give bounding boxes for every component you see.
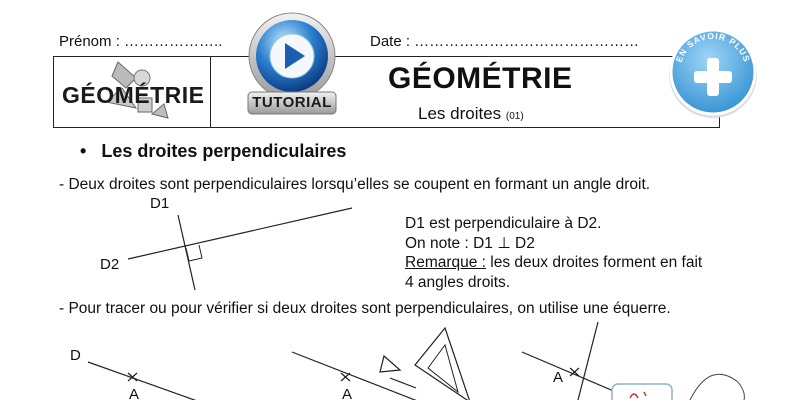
definition-text: - Deux droites sont perpendiculaires lorsqu’elles se coupent en formant un angle droit. — [59, 176, 651, 193]
badge-text: EN SAVOIR PLUS — [673, 30, 753, 64]
label-a-step2: A — [342, 386, 353, 403]
tutorial-label: TUTORIAL — [252, 94, 332, 111]
arrow-icon — [380, 356, 400, 372]
line-d-step1 — [88, 362, 200, 400]
note-line-2: On note : D1 ⊥ D2 — [405, 234, 535, 252]
remark-line-2: 4 angles droits. — [405, 273, 511, 291]
remark-text: les deux droites forment en fait — [485, 254, 703, 271]
label-d2: D2 — [100, 256, 120, 273]
page-title: GÉOMÉTRIE — [388, 62, 573, 95]
label-a-step1: A — [129, 386, 140, 403]
subtitle-number: (01) — [505, 111, 524, 122]
line-d-step2 — [292, 352, 420, 400]
logo-text: GÉOMÉTRIE — [62, 82, 205, 108]
section-title-text: Les droites perpendiculaires — [101, 141, 347, 161]
label-d: D — [70, 347, 81, 364]
label-a-step3: A — [553, 369, 564, 386]
subtitle-text: Les droites — [418, 104, 502, 123]
bullet: • — [80, 141, 87, 161]
firstname-label: Prénom : ……………….. — [59, 33, 223, 50]
remark-label: Remarque : — [405, 254, 486, 271]
instruction-text: - Pour tracer ou pour vérifier si deux droites sont perpendiculaires, on utilise une équerre. — [59, 300, 671, 317]
note-line-1: D1 est perpendiculaire à D2. — [405, 215, 602, 232]
set-square-icon — [415, 328, 470, 400]
perpendicular-step3 — [578, 322, 598, 400]
date-label: Date : ……………………………………… — [370, 33, 640, 50]
label-d1: D1 — [150, 195, 170, 212]
